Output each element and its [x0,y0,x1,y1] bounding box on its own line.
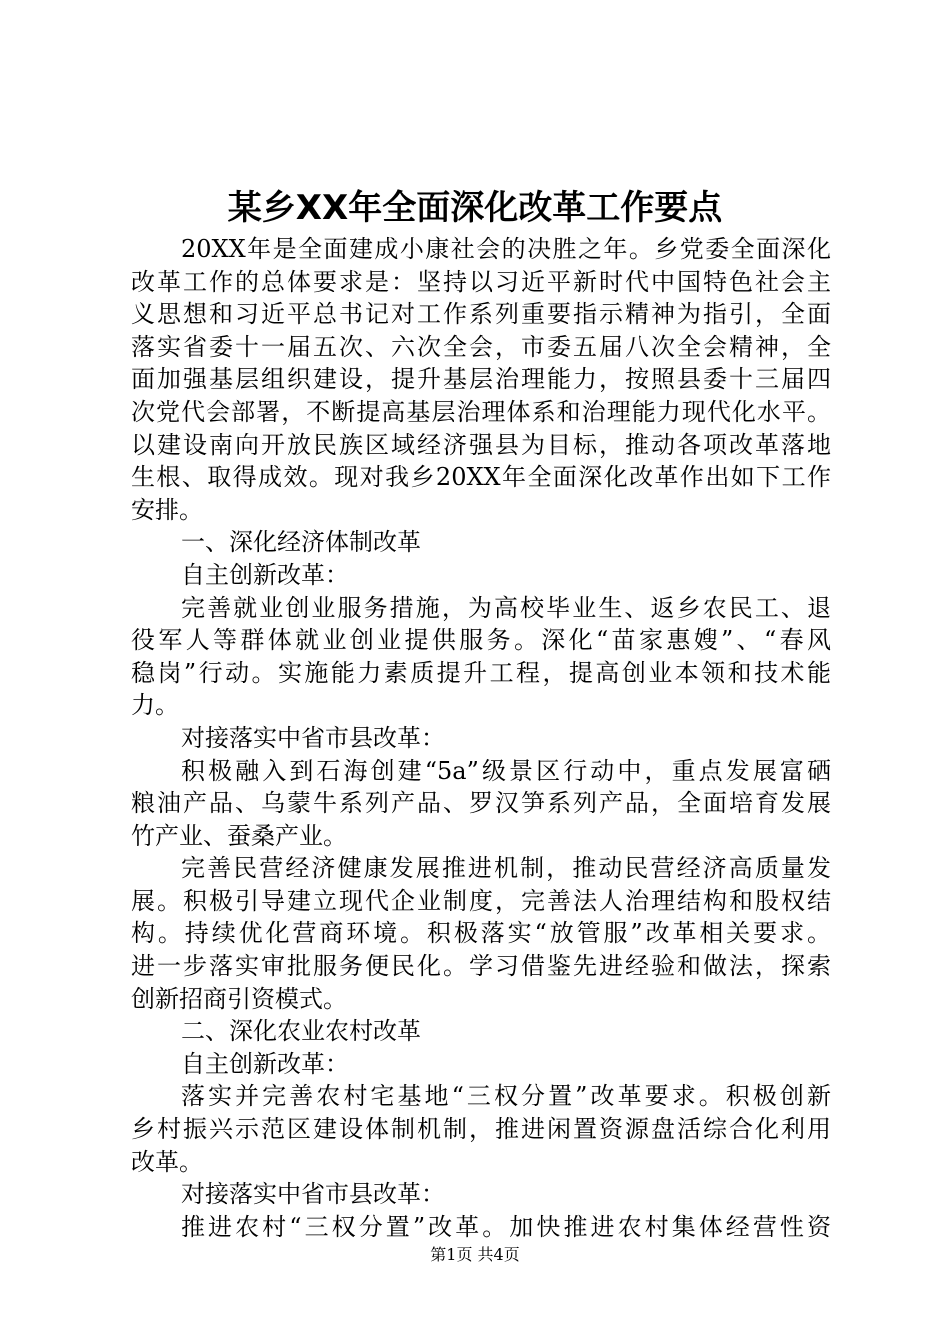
body-text-line: 力。 [131,691,179,720]
body-text-line: 二、深化农业农村改革 [181,1017,421,1046]
document-title: 某乡XX年全面深化改革工作要点 [227,188,723,228]
body-text-line: 安排。 [131,495,203,524]
body-text-line: 面加强基层组织建设，提升基层治理能力，按照县委十三届四 [131,365,831,394]
body-text-line: 稳岗”行动。实施能力素质提升工程，提高创业本领和技术能 [131,658,831,687]
body-text-line: 义思想和习近平总书记对工作系列重要指示精神为指引，全面 [131,300,831,329]
body-text-line: 完善民营经济健康发展推进机制，推动民营经济高质量发 [181,854,831,883]
body-text-line: 对接落实中省市县改革： [181,723,445,752]
body-text-line: 生根、取得成效。现对我乡20XX年全面深化改革作出如下工作 [131,463,831,492]
body-text-line: 改革工作的总体要求是：坚持以习近平新时代中国特色社会主 [131,267,831,296]
body-text-line: 乡村振兴示范区建设体制机制，推进闲置资源盘活综合化利用 [131,1115,831,1144]
body-text-line: 自主创新改革： [181,1049,349,1078]
body-text-line: 竹产业、蚕桑产业。 [131,821,347,850]
body-text-line: 积极融入到石海创建“5a”级景区行动中，重点发展富硒 [181,756,831,785]
body-text-line: 进一步落实审批服务便民化。学习借鉴先进经验和做法，探索 [131,952,831,981]
body-text-line: 自主创新改革： [181,560,349,589]
body-text-line: 改革。 [131,1147,203,1176]
body-text-line: 役军人等群体就业创业提供服务。深化“苗家惠嫂”、“春风 [131,626,831,655]
body-text-line: 以建设南向开放民族区域经济强县为目标，推动各项改革落地 [131,430,831,459]
body-text-line: 粮油产品、乌蒙牛系列产品、罗汉笋系列产品，全面培育发展 [131,789,831,818]
body-text-line: 次党代会部署，不断提高基层治理体系和治理能力现代化水平。 [131,397,831,426]
body-text-line: 落实并完善农村宅基地“三权分置”改革要求。积极创新 [181,1082,831,1111]
body-text-line: 20XX年是全面建成小康社会的决胜之年。乡党委全面深化 [181,235,831,263]
body-text-line: 对接落实中省市县改革： [181,1180,445,1209]
body-text-line: 构。持续优化营商环境。积极落实“放管服”改革相关要求。 [131,919,831,948]
body-text-line: 完善就业创业服务措施，为高校毕业生、返乡农民工、退 [181,593,831,622]
body-text-line: 创新招商引资模式。 [131,984,347,1013]
body-text-line: 展。积极引导建立现代企业制度，完善法人治理结构和股权结 [131,886,831,915]
body-text-line: 落实省委十一届五次、六次全会，市委五届八次全会精神，全 [131,332,831,361]
document-body [131,233,831,1243]
page-number-footer: 第1页 共4页 [430,1245,520,1264]
body-text-line: 推进农村“三权分置”改革。加快推进农村集体经营性资 [181,1212,831,1241]
body-text-line: 一、深化经济体制改革 [181,528,421,557]
